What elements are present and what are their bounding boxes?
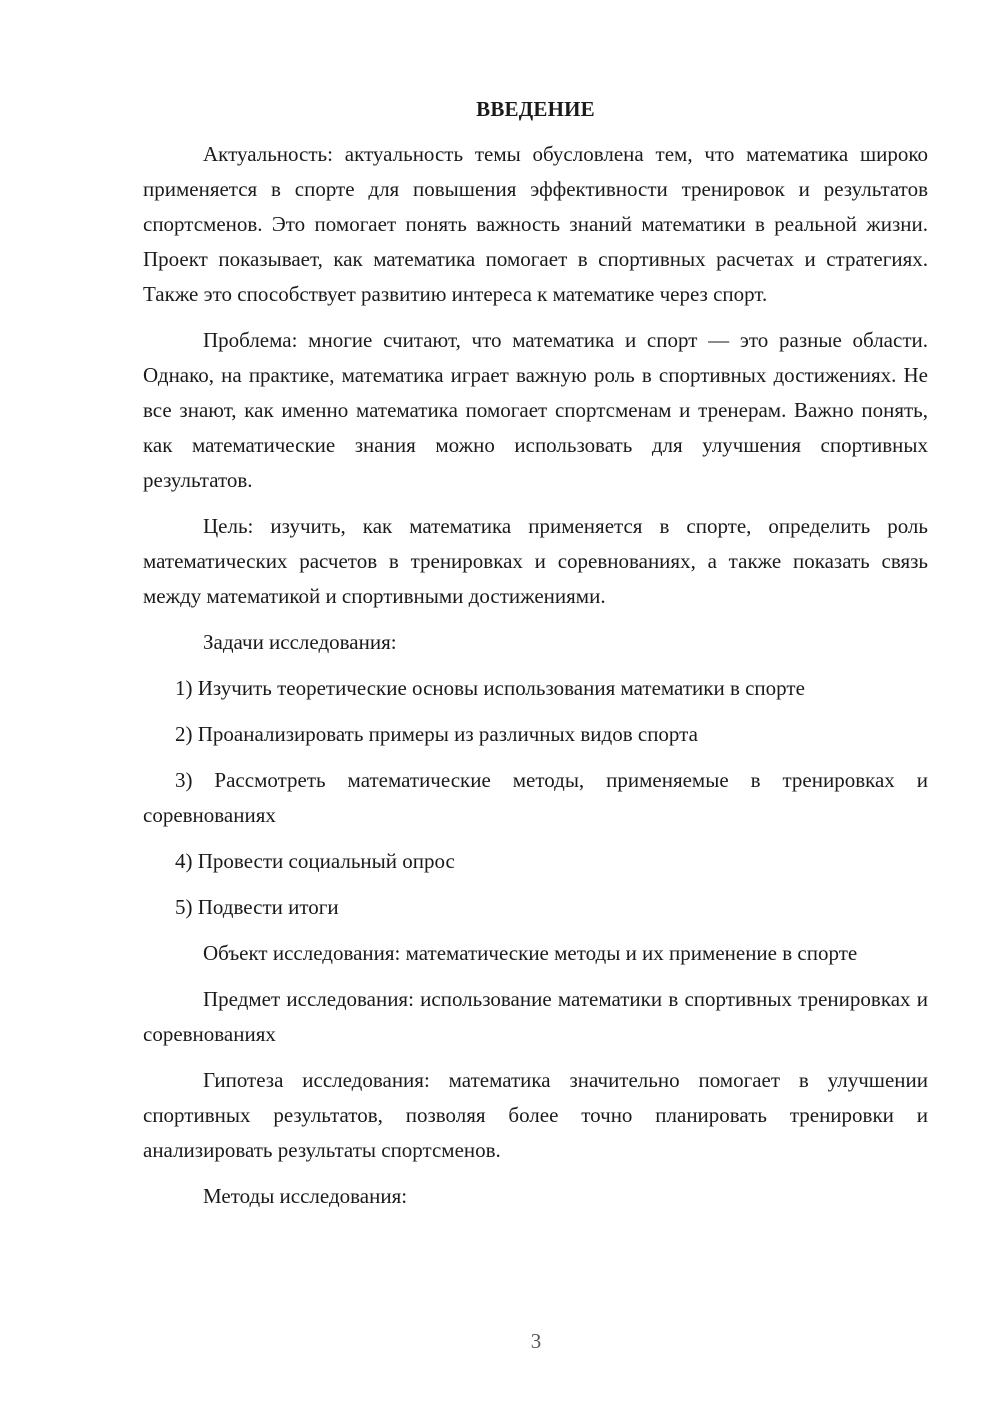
document-page	[143, 92, 928, 1214]
tasks-title: Задачи исследования:	[203, 630, 397, 654]
section-heading: ВВЕДЕНИЕ	[476, 97, 595, 121]
relevance-paragraph: Актуальность: актуальность темы обусловлена тем, что математика широко применяется в спорте для повышения эффективности тренировок и результатов спортсменов. Это помогает понять важность знаний математики в реальной жизни. Проект показывает, как математика помогает в спортивных расчетах и стратегиях. Также это способствует развитию интереса к математике через спорт.	[143, 142, 928, 306]
task-item-3: 3) Рассмотреть математические методы, применяемые в тренировках и соревнованиях	[143, 768, 928, 827]
task-item-2: 2) Проанализировать примеры из различных видов спорта	[175, 722, 698, 746]
problem-paragraph: Проблема: многие считают, что математика и спорт — это разные области. Однако, на практике, математика играет важную роль в спортивных достижениях. Не все знают, как именно математика помогает спортсменам и тренерам. Важно понять, как математические знания можно использовать для улучшения спортивных результатов.	[143, 328, 928, 492]
page-number: 3	[530, 1329, 542, 1353]
task-item-4: 4) Провести социальный опрос	[175, 849, 455, 873]
hypothesis-paragraph: Гипотеза исследования: математика значительно помогает в улучшении спортивных результатов, позволяя более точно планировать тренировки и анализировать результаты спортсменов.	[143, 1068, 928, 1162]
object-paragraph: Объект исследования: математические методы и их применение в спорте	[203, 941, 858, 965]
goal-paragraph: Цель: изучить, как математика применяется в спорте, определить роль математических расчетов в тренировках и соревнованиях, а также показать связь между математикой и спортивными достижениями.	[143, 514, 928, 608]
subject-paragraph: Предмет исследования: использование математики в спортивных тренировках и соревнованиях	[143, 987, 928, 1046]
task-item-5: 5) Подвести итоги	[175, 895, 339, 919]
methods-title: Методы исследования:	[203, 1184, 408, 1208]
task-item-1: 1) Изучить теоретические основы использования математики в спорте	[175, 676, 805, 700]
